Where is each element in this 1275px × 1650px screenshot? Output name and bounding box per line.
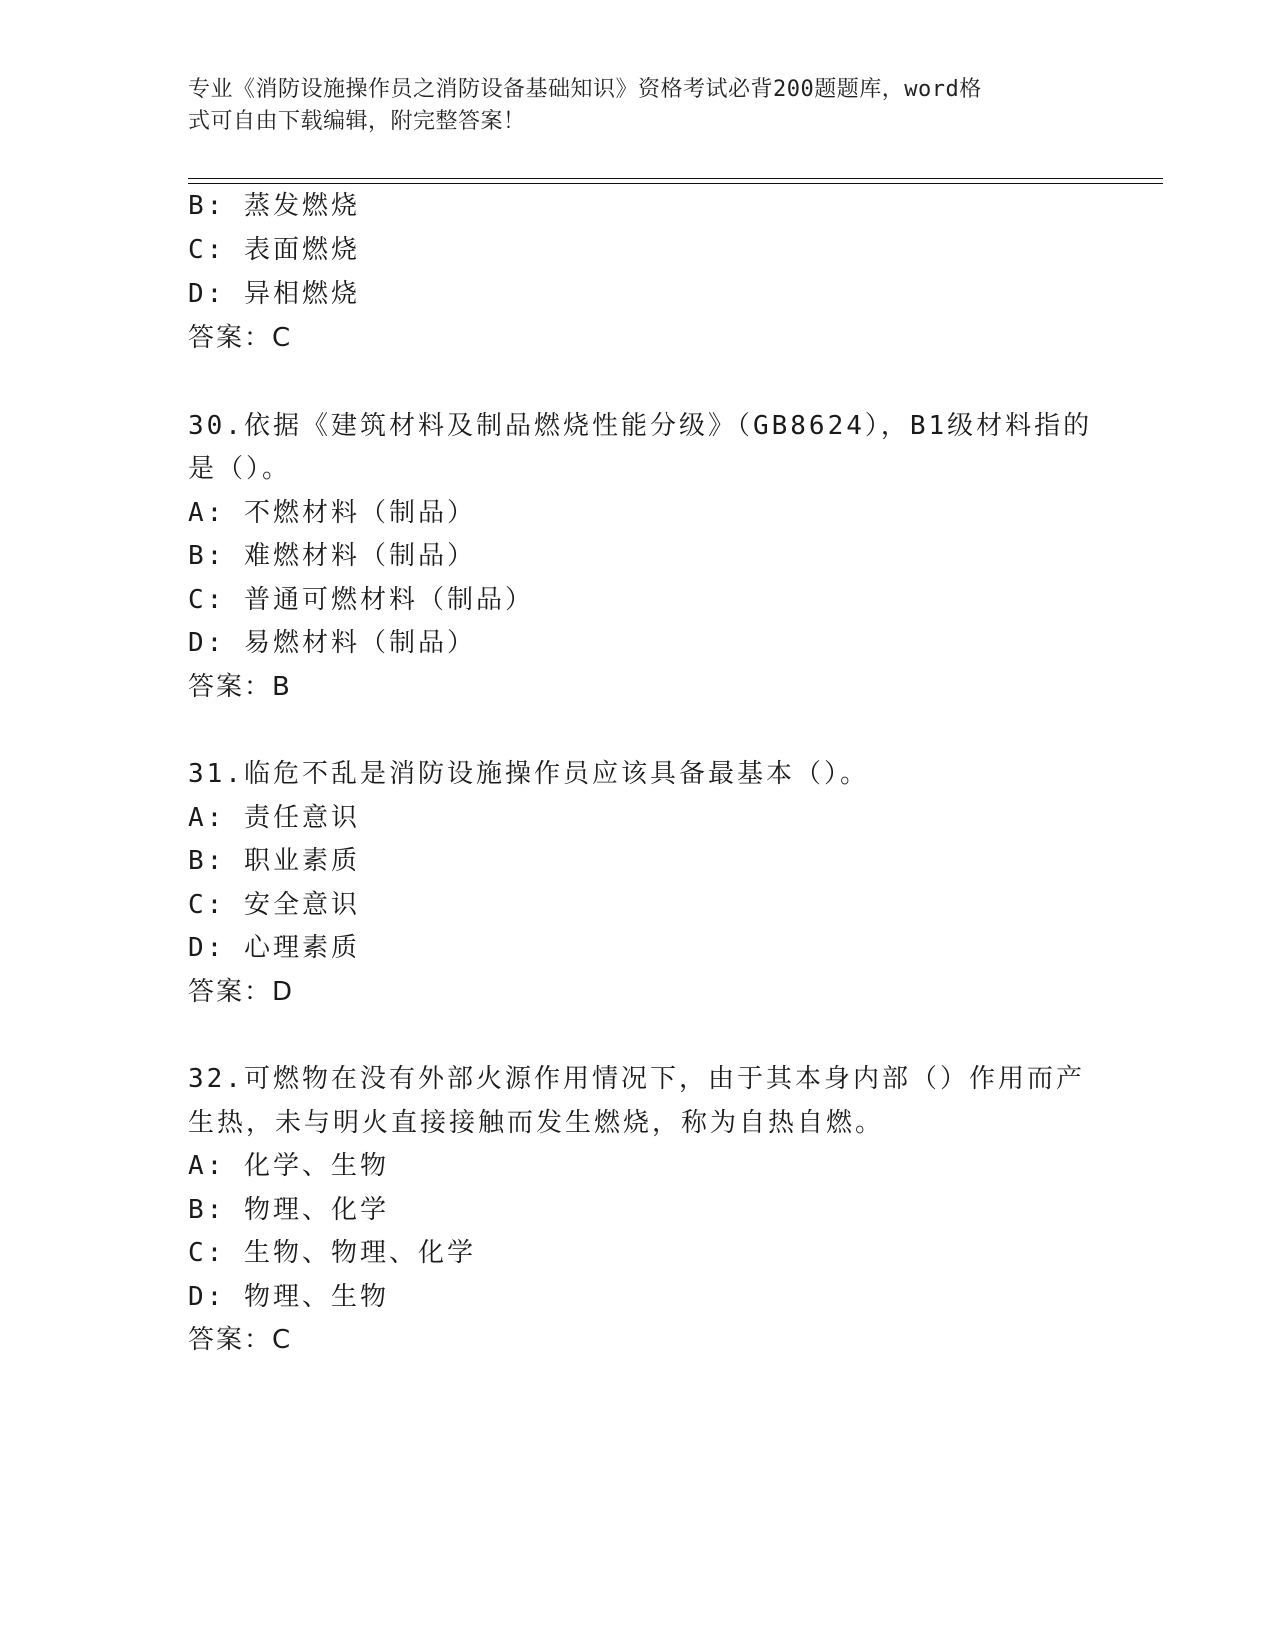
q30-option-b: B: 难燃材料（制品） [188, 541, 476, 571]
q30-option-d: D: 易燃材料（制品） [188, 628, 476, 658]
prev-option-d: D: 异相燃烧 [188, 279, 360, 309]
q31-option-b: B: 职业素质 [188, 846, 360, 876]
q31-stem: 31.临危不乱是消防设施操作员应该具备最基本（）。 [188, 759, 869, 789]
prev-answer: 答案：C [188, 323, 293, 353]
header-line-1: 专业《消防设施操作员之消防设备基础知识》资格考试必背200题题库，word格 [188, 77, 982, 102]
q30-stem-line-2: 是（）。 [188, 454, 292, 484]
q32-option-b: B: 物理、化学 [188, 1195, 389, 1225]
q30-stem-line-1: 30.依据《建筑材料及制品燃烧性能分级》（GB8624），B1级材料指的 [188, 411, 1093, 441]
q31-option-d: D: 心理素质 [188, 933, 360, 963]
q30-option-c: C: 普通可燃材料（制品） [188, 585, 534, 615]
q31-option-c: C: 安全意识 [188, 890, 360, 920]
q31-option-a: A: 责任意识 [188, 803, 360, 833]
q32-option-c: C: 生物、物理、化学 [188, 1238, 476, 1268]
q32-answer: 答案：C [188, 1325, 293, 1355]
q30-answer: 答案：B [188, 672, 292, 702]
header-line-2: 式可自由下载编辑，附完整答案！ [188, 109, 526, 134]
prev-option-b: B: 蒸发燃烧 [188, 191, 360, 221]
q32-stem-line-2: 生热，未与明火直接接触而发生燃烧，称为自热自燃。 [188, 1108, 885, 1138]
header-divider-bottom [188, 183, 1163, 184]
prev-option-c: C: 表面燃烧 [188, 235, 360, 265]
q32-option-a: A: 化学、生物 [188, 1151, 389, 1181]
q32-stem-line-1: 32.可燃物在没有外部火源作用情况下，由于其本身内部（）作用而产 [188, 1064, 1085, 1094]
document-header [188, 74, 1088, 138]
q31-answer: 答案：D [188, 977, 295, 1007]
header-divider-top [188, 178, 1163, 179]
q32-option-d: D: 物理、生物 [188, 1282, 389, 1312]
q30-option-a: A: 不燃材料（制品） [188, 498, 476, 528]
